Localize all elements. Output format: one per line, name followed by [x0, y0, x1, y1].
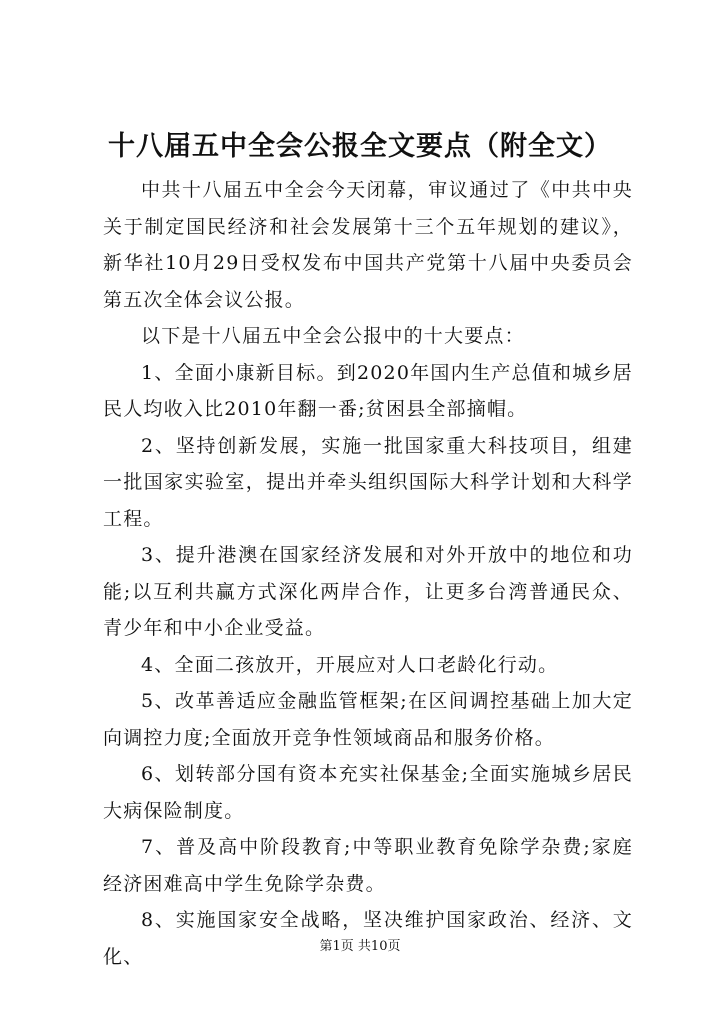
- document-body: [103, 172, 633, 975]
- paragraph-point-1: 1、全面小康新目标。到2020年国内生产总值和城乡居民人均收入比2010年翻一番;贫困县全部摘帽。: [103, 361, 633, 420]
- paragraph-point-2: 2、坚持创新发展，实施一批国家重大科技项目，组建一批国家实验室，提出并牵头组织国际大科学计划和大科学工程。: [103, 434, 633, 530]
- paragraph-point-6: 6、划转部分国有资本充实社保基金;全面实施城乡居民大病保险制度。: [103, 763, 633, 822]
- paragraph-point-7: 7、普及高中阶段教育;中等职业教育免除学杂费;家庭经济困难高中学生免除学杂费。: [103, 836, 633, 895]
- paragraph-point-3: 3、提升港澳在国家经济发展和对外开放中的地位和功能;以互利共赢方式深化两岸合作，让更多台湾普通民众、青少年和中小企业受益。: [103, 544, 633, 639]
- paragraph-summary-lead: 以下是十八届五中全会公报中的十大要点：: [141, 325, 525, 347]
- paragraph-intro: 中共十八届五中全会今天闭幕，审议通过了《中共中央关于制定国民经济和社会发展第十三个五年规划的建议》，新华社10月29日受权发布中国共产党第十八届中央委员会第五次全体会议公报。: [103, 179, 633, 311]
- document-title: 十八届五中全会公报全文要点（附全文）: [108, 131, 612, 162]
- paragraph-point-8: 8、实施国家安全战略，坚决维护国家政治、经济、文化、: [103, 909, 633, 968]
- page-footer: 第1页 共10页: [319, 939, 401, 954]
- paragraph-point-4: 4、全面二孩放开，开展应对人口老龄化行动。: [141, 653, 559, 676]
- paragraph-point-5: 5、改革善适应金融监管框架;在区间调控基础上加大定向调控力度;全面放开竞争性领域商品和服务价格。: [103, 690, 633, 749]
